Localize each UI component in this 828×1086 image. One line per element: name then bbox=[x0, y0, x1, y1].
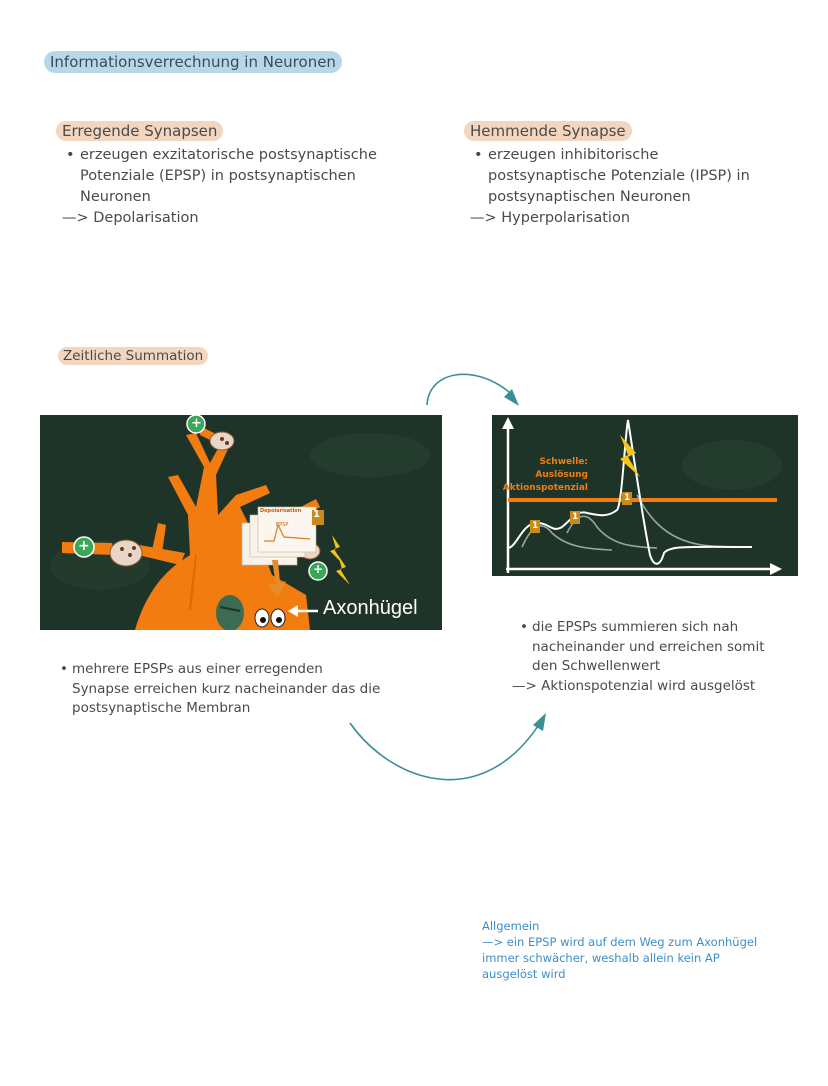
bullet-dot: • bbox=[66, 147, 75, 163]
bullet-dot: • bbox=[520, 619, 528, 635]
general-note bbox=[482, 918, 782, 982]
right-result: —> Aktionspotenzial wird ausgelöst bbox=[512, 677, 756, 694]
excitatory-heading: Erregende Synapsen bbox=[56, 121, 223, 141]
curved-arrow-bottom bbox=[340, 705, 560, 790]
inhibitory-section bbox=[464, 121, 804, 229]
left-line-1: mehrere EPSPs aus einer erregenden bbox=[72, 661, 323, 677]
card-title: Depolarisation bbox=[260, 508, 302, 514]
summation-right-bullet bbox=[512, 618, 812, 677]
excitatory-bullet bbox=[62, 145, 416, 208]
note-line-1: —> ein EPSP wird auf dem Weg zum Axonhügel bbox=[482, 935, 758, 949]
threshold-label bbox=[498, 456, 588, 495]
axon-label: Axonhügel bbox=[323, 597, 418, 619]
bullet-dot: • bbox=[60, 661, 68, 677]
curved-arrow-top bbox=[415, 362, 525, 412]
excitatory-section bbox=[56, 121, 416, 229]
graph-badge-3: 1 bbox=[624, 493, 631, 503]
right-line-2: nacheinander und erreichen somit bbox=[532, 638, 765, 655]
plus-icon: + bbox=[313, 562, 324, 576]
potential-graph bbox=[492, 415, 798, 576]
inhibitory-line-1: erzeugen inhibitorische bbox=[488, 147, 659, 163]
left-line-2: Synapse erreichen kurz nacheinander das die bbox=[72, 680, 381, 697]
card-label: EPSP bbox=[276, 522, 289, 528]
right-line-3: den Schwellenwert bbox=[532, 658, 661, 674]
threshold-line-1: Schwelle: bbox=[539, 457, 588, 467]
excitatory-result: —> Depolarisation bbox=[62, 210, 199, 226]
right-line-1: die EPSPs summieren sich nah bbox=[532, 619, 739, 635]
excitatory-line-2: Potenziale (EPSP) in postsynaptischen bbox=[80, 168, 356, 184]
graph-image bbox=[492, 415, 798, 576]
plus-icon: + bbox=[78, 538, 90, 554]
inhibitory-line-2: postsynaptische Potenziale (IPSP) in bbox=[488, 168, 750, 184]
left-line-3: postsynaptische Membran bbox=[72, 700, 251, 716]
excitatory-line-3: Neuronen bbox=[80, 189, 151, 205]
page-title: Informationsverrechnung in Neuronen bbox=[44, 51, 342, 73]
threshold-line-2: Auslösung bbox=[535, 470, 588, 480]
temporal-heading-wrapper bbox=[58, 345, 208, 364]
page-title-wrapper bbox=[44, 52, 342, 71]
graph-badge-2: 1 bbox=[572, 512, 579, 522]
note-line-2: immer schwächer, weshalb allein kein AP bbox=[482, 951, 720, 965]
note-line-3: ausgelöst wird bbox=[482, 967, 566, 981]
plus-icon: + bbox=[191, 416, 202, 431]
threshold-line-3: Aktionspotenzial bbox=[502, 483, 588, 493]
card-badge: 1 bbox=[313, 509, 320, 520]
summation-right-text bbox=[512, 618, 812, 696]
graph-badge-1: 1 bbox=[532, 521, 539, 531]
inhibitory-heading: Hemmende Synapse bbox=[464, 121, 632, 141]
bullet-dot: • bbox=[474, 147, 483, 163]
temporal-heading: Zeitliche Summation bbox=[58, 347, 208, 365]
inhibitory-result: —> Hyperpolarisation bbox=[470, 210, 631, 226]
neuron-image bbox=[40, 415, 442, 630]
excitatory-line-1: erzeugen exzitatorische postsynaptische bbox=[80, 147, 377, 163]
inhibitory-bullet bbox=[470, 145, 804, 208]
note-title: Allgemein bbox=[482, 919, 540, 933]
inhibitory-line-3: postsynaptischen Neuronen bbox=[488, 189, 691, 205]
